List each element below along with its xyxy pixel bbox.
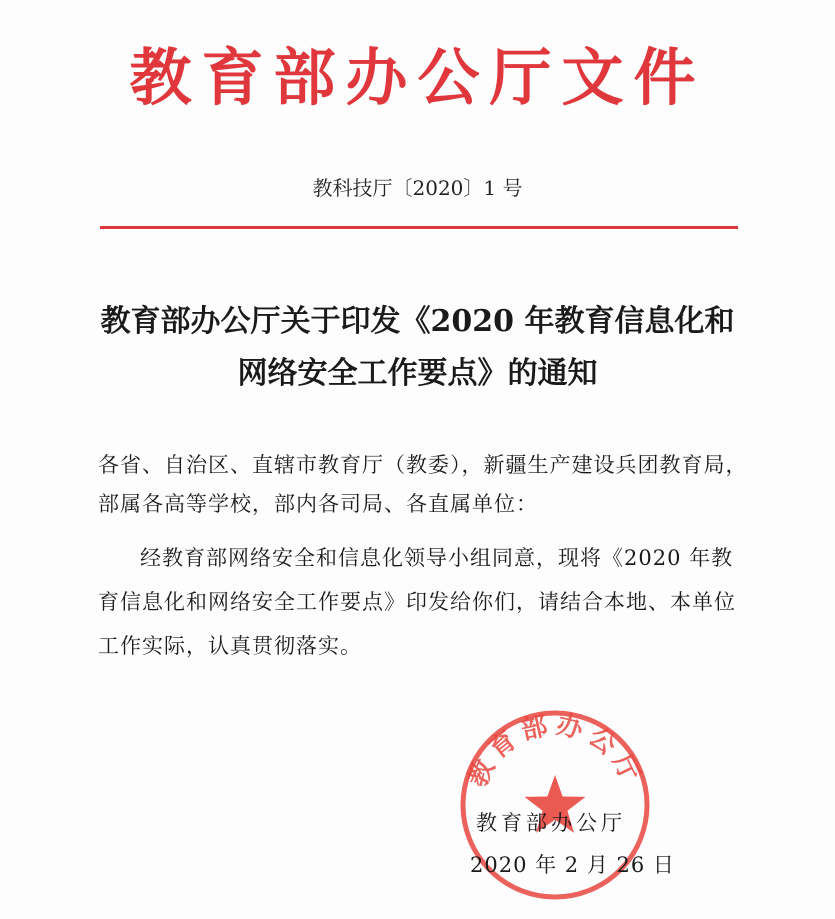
document-number: 教科技厅〔2020〕1 号 (312, 176, 523, 200)
signing-date: 2020 年 2 月 26 日 (470, 853, 675, 877)
addressee-line-2: 部属各高等学校，部内各司局、各直属单位： (98, 492, 538, 516)
addressee-block (98, 446, 758, 524)
notice-title (60, 296, 775, 400)
body-paragraph (98, 536, 758, 668)
body-line-2: 育信息化和网络安全工作要点》印发给你们，请结合本地、本单位 (98, 590, 736, 614)
signing-organization: 教育部办公厅 (476, 811, 626, 835)
letterhead-title: 教育部办公厅文件 (129, 41, 706, 114)
notice-title-line-2: 网络安全工作要点》的通知 (237, 356, 598, 391)
red-divider-line (100, 226, 738, 229)
addressee-line-1: 各省、自治区、直辖市教育厅（教委），新疆生产建设兵团教育局， (98, 453, 748, 477)
seal-arc-text: 教育部办公厅 (462, 709, 648, 792)
notice-title-line-1: 教育部办公厅关于印发《2020 年教育信息化和 (100, 304, 735, 339)
body-line-1: 经教育部网络安全和信息化领导小组同意，现将《2020 年教 (140, 546, 734, 570)
body-line-3: 工作实际，认真贯彻落实。 (98, 634, 362, 658)
